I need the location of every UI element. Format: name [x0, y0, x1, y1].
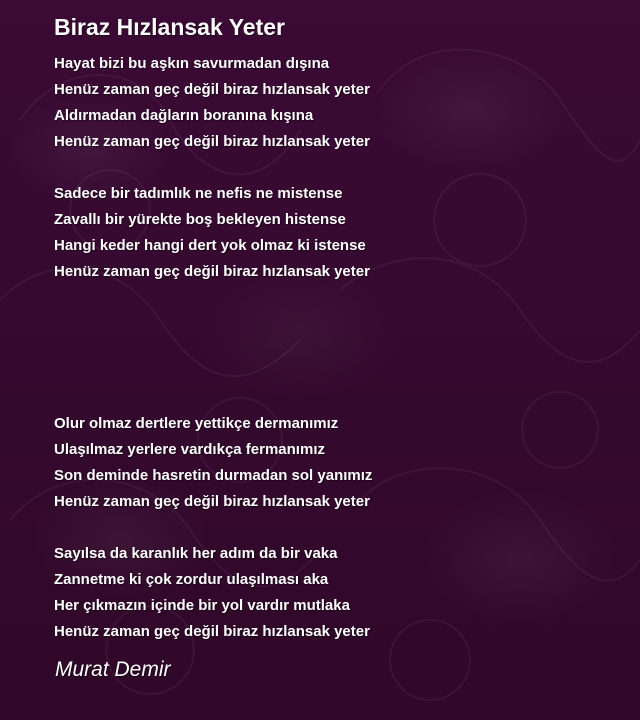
poem-line: Hangi keder hangi dert yok olmaz ki istense	[54, 237, 366, 254]
poem-line: Henüz zaman geç değil biraz hızlansak yeter	[54, 623, 370, 640]
stanza	[54, 541, 614, 645]
poem-line: Henüz zaman geç değil biraz hızlansak yeter	[54, 81, 370, 98]
poem-line: Zavallı bir yürekte boş bekleyen histense	[54, 211, 346, 228]
poem-line: Her çıkmazın içinde bir yol vardır mutlaka	[54, 597, 350, 614]
stanza	[54, 411, 614, 515]
poem-line: Sadece bir tadımlık ne nefis ne mistense	[54, 185, 343, 202]
poem-line: Sayılsa da karanlık her adım da bir vaka	[54, 545, 338, 562]
poem-line: Ulaşılmaz yerlere vardıkça fermanımız	[54, 441, 325, 458]
stanza	[54, 181, 614, 285]
poem-title: Biraz Hızlansak Yeter	[54, 14, 285, 40]
poem-line: Aldırmadan dağların boranına kışına	[54, 107, 314, 124]
poem-line: Hayat bizi bu aşkın savurmadan dışına	[54, 55, 330, 72]
poem-line: Olur olmaz dertlere yettikçe dermanımız	[54, 415, 339, 432]
poem-line: Henüz zaman geç değil biraz hızlansak yeter	[54, 133, 370, 150]
stanza	[54, 51, 614, 155]
poem-line: Zannetme ki çok zordur ulaşılması aka	[54, 571, 329, 588]
poem-author: Murat Demir	[55, 658, 171, 681]
poem-line: Son deminde hasretin durmadan sol yanımız	[54, 467, 373, 484]
poem-line: Henüz zaman geç değil biraz hızlansak yeter	[54, 263, 370, 280]
poem	[54, 12, 614, 645]
poem-line: Henüz zaman geç değil biraz hızlansak yeter	[54, 493, 370, 510]
